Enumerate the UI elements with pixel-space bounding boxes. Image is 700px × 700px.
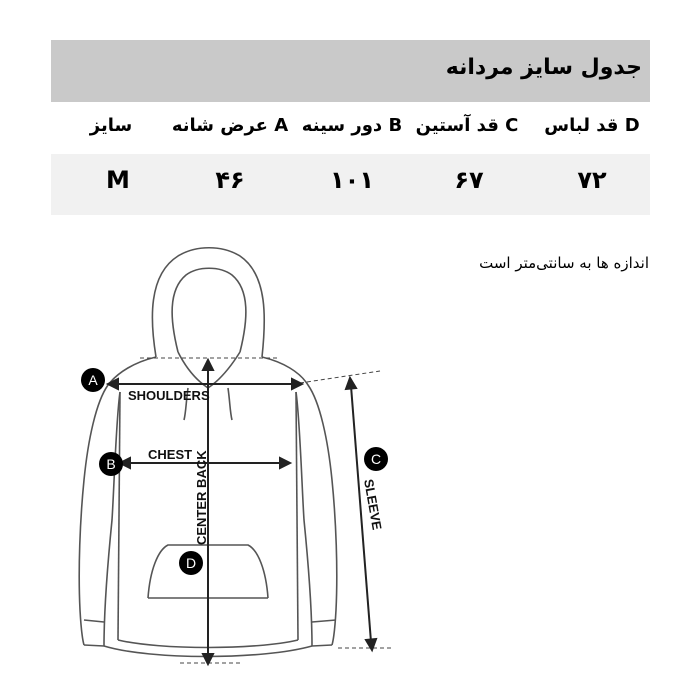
diagram-labels — [128, 388, 385, 545]
sleeve-label: SLEEVE — [361, 477, 385, 532]
marker-b — [99, 452, 123, 476]
marker-d-label: D — [185, 555, 197, 571]
chest-label: CHEST — [148, 447, 193, 462]
column-label: عرض شانه — [171, 115, 268, 136]
center-back-label: CENTER BACK — [194, 450, 209, 545]
marker-a — [81, 368, 105, 392]
marker-c — [364, 447, 388, 471]
value-length: ۷۲ — [577, 166, 607, 194]
column-letter: A — [274, 115, 289, 136]
column-label: قد آستین — [415, 115, 499, 136]
column-letter: C — [505, 115, 519, 136]
value-shoulder: ۴۶ — [215, 166, 245, 194]
marker-b-label: B — [106, 456, 116, 472]
column-letter: B — [388, 115, 403, 136]
column-label: دور سینه — [301, 115, 383, 136]
value-size: M — [106, 166, 130, 194]
column-letter: D — [624, 115, 640, 136]
marker-a-label: A — [88, 372, 98, 388]
marker-c-label: C — [370, 451, 382, 467]
units-note: اندازه ها به سانتی‌متر است — [479, 254, 649, 272]
value-chest: ۱۰۱ — [330, 166, 374, 194]
marker-d — [179, 551, 203, 575]
guide-lines — [140, 358, 392, 663]
column-label: سایز — [89, 115, 133, 136]
shoulders-label: SHOULDERS — [128, 388, 210, 403]
value-sleeve: ۶۷ — [454, 166, 484, 194]
table-title: جدول سایز مردانه — [445, 55, 642, 80]
column-label: قد لباس — [544, 115, 619, 136]
